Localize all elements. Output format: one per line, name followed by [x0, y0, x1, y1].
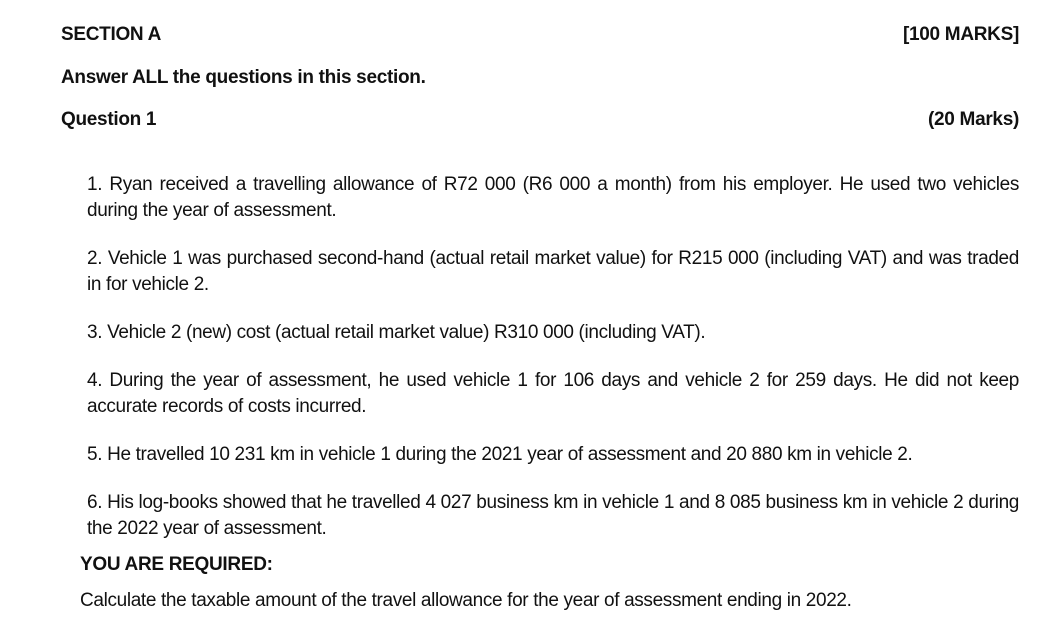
question-item-2: 2. Vehicle 1 was purchased second-hand (actual retail market value) for R215 000 (including VAT) and was traded in for vehicle 2.	[87, 248, 1019, 295]
section-title: SECTION A	[61, 24, 162, 45]
question-header	[61, 109, 1019, 131]
section-header	[61, 24, 1019, 46]
question-item-6: 6. His log-books showed that he travelled 4 027 business km in vehicle 1 and 8 085 business km in vehicle 2 during the 2022 year of assessment.	[87, 492, 1019, 539]
section-instruction: Answer ALL the questions in this section.	[61, 67, 426, 88]
question-item-1: 1. Ryan received a travelling allowance of R72 000 (R6 000 a month) from his employer. He used two vehicles during the year of assessment.	[87, 174, 1019, 221]
question-items-list	[87, 172, 1019, 564]
section-marks: [100 MARKS]	[903, 24, 1019, 45]
required-task: Calculate the taxable amount of the travel allowance for the year of assessment ending in 2022.	[80, 590, 852, 611]
required-heading: YOU ARE REQUIRED:	[80, 554, 273, 575]
question-item-4: 4. During the year of assessment, he used vehicle 1 for 106 days and vehicle 2 for 259 days. He did not keep accurate records of costs incurred.	[87, 370, 1019, 417]
question-item-3: 3. Vehicle 2 (new) cost (actual retail market value) R310 000 (including VAT).	[87, 322, 706, 343]
question-marks: (20 Marks)	[928, 109, 1019, 130]
question-item-5: 5. He travelled 10 231 km in vehicle 1 during the 2021 year of assessment and 20 880 km in vehicle 2.	[87, 444, 913, 465]
question-title: Question 1	[61, 109, 157, 130]
